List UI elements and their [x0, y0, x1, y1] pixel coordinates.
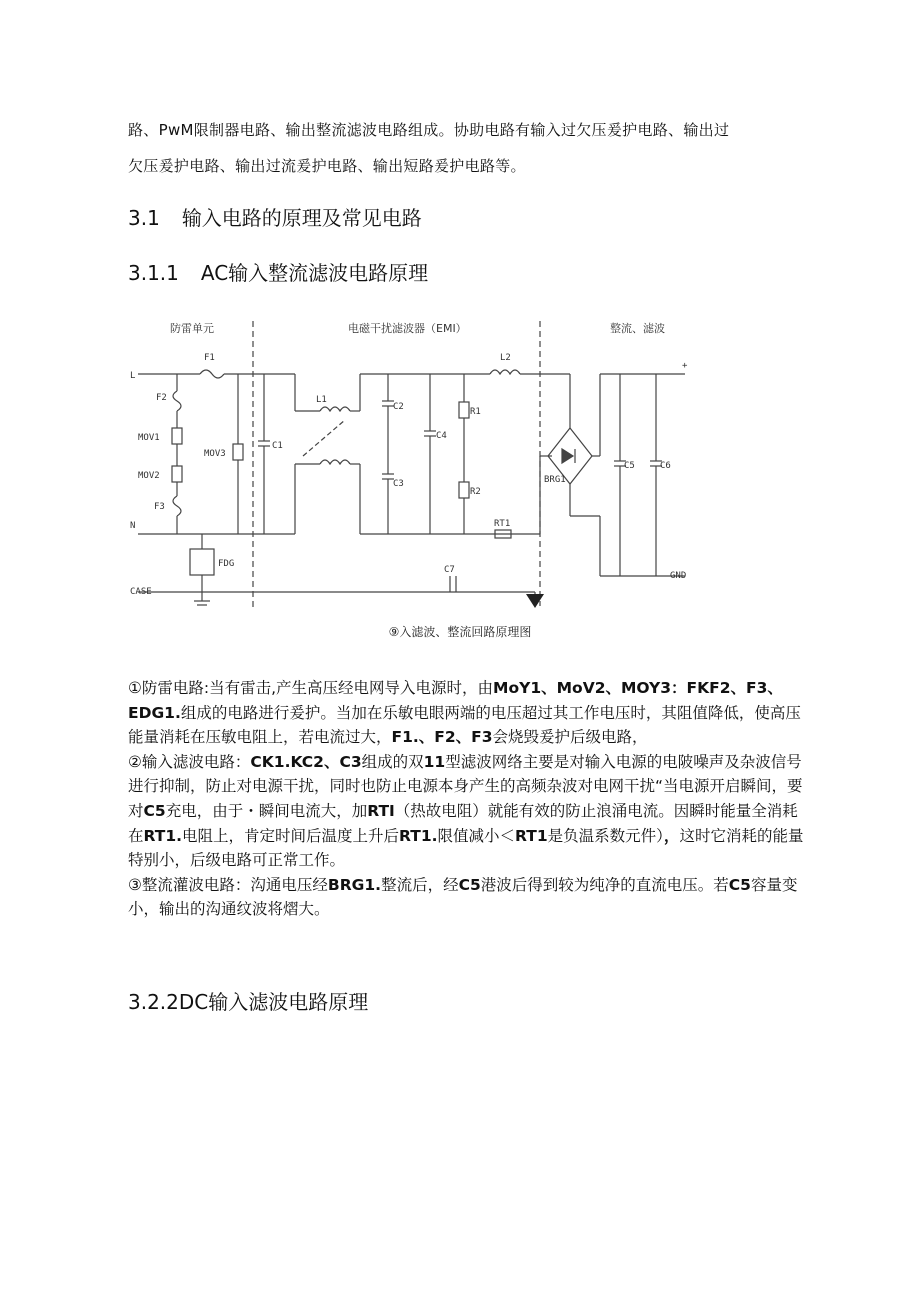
figure-caption: ⑨入滤波、整流回路原理图	[388, 625, 532, 639]
label-MOV2: MOV2	[138, 471, 160, 481]
bold-term: RT1.	[399, 826, 438, 845]
bold-term: C5	[143, 801, 166, 820]
paragraph-rectifier: ③整流灌波电路：沟通电压经BRG1.整流后，经C5港波后得到较为纯净的直流电压。若C5容量变小，输出的沟通纹波将熠大。	[128, 875, 798, 919]
label-F1: F1	[204, 353, 215, 363]
label-L: L	[130, 371, 136, 381]
bold-term: C5	[458, 875, 481, 894]
heading-3-1	[128, 202, 422, 231]
bold-term: RT1.	[143, 826, 183, 845]
label-RT1: RT1	[494, 519, 511, 529]
heading-3-1-1-number: 3.1.1	[128, 261, 179, 285]
paragraph-lightning: ①防雷电路:当有雷击,产生高压经电网导入电源时，由MoY1、MoV2、MOY3：FKF2、F3、EDG1.组成的电路进行爰护。当加在乐敏电眼两端的电压超过其工作电压时，其阻值降低，使高压能量消耗在压敏电阻上，若电流过大，F1.、F2、F3会烧毁爰护后级电路，	[128, 679, 801, 747]
label-C1: C1	[272, 441, 283, 451]
heading-3-1-number: 3.1	[128, 206, 160, 230]
bold-term: RT1	[515, 826, 548, 845]
label-F2: F2	[156, 393, 167, 403]
label-L2: L2	[500, 353, 511, 363]
label-L1: L1	[316, 395, 327, 405]
intro-paragraph	[128, 112, 808, 184]
label-case: CASE	[130, 587, 152, 597]
body-text	[128, 676, 808, 922]
label-C4: C4	[436, 431, 447, 441]
label-R2: R2	[470, 487, 481, 497]
bold-term: CK1.KC2、C3	[250, 752, 362, 771]
heading-3-1-text: 输入电路的原理及常见电路	[181, 206, 422, 230]
label-N: N	[130, 521, 136, 531]
intro-line-2: 欠压爰护电路、输出过流爰护电路、输出短路爰护电路等。	[128, 157, 526, 175]
bold-term: MoY1、MoV2、MOY3：FKF2、F3、EDG1.	[128, 679, 783, 722]
label-MOV1: MOV1	[138, 433, 160, 443]
bold-term: F1.、F2、F3	[391, 728, 493, 747]
label-C5: C5	[624, 461, 635, 471]
label-lightning-unit: 防雷单元	[170, 322, 214, 335]
heading-3-2-2: 3.2.2DC输入滤波电路原理	[128, 990, 369, 1014]
bold-term: 11	[423, 752, 446, 771]
paragraph-input-filter: ②输入滤波电路：CK1.KC2、C3组成的双11型滤波网络主要是对输入电源的电陂噪声及杂波信号进行抑制，防止对电源干扰，同时也防止电源本身产生的高频杂波对电网干扰“当电源开启瞬间，要对C5充电，由于・瞬间电流大，加RTI（热故电阻）就能有效的防止浪涌电流。因瞬时能量全消耗在RT1.电阻上，肯定时间后温度上升后RT1.限值减小＜RT1是负温系数元件），这时它消耗的能量特别小，后级电路可正常工作。	[128, 752, 804, 870]
heading-3-1-1-text: AC输入整流滤波电路原理	[200, 261, 429, 285]
label-MOV3: MOV3	[204, 449, 226, 459]
circuit-diagram	[120, 316, 700, 616]
heading-3-1-1	[128, 257, 428, 286]
bold-term: BRG1.	[327, 875, 382, 894]
bold-term: RTI	[367, 801, 395, 820]
label-rectifier: 整流、滤波	[610, 322, 665, 335]
bold-term: ，	[663, 826, 680, 845]
label-C7: C7	[444, 565, 455, 575]
label-F3: F3	[154, 502, 165, 512]
bold-term: C5	[728, 875, 751, 894]
label-R1: R1	[470, 407, 481, 417]
label-gnd: GND	[670, 571, 687, 581]
label-FDG: FDG	[218, 559, 235, 569]
label-emi-filter: 电磁干扰滤波器（EMI）	[348, 322, 467, 335]
label-plus: +	[682, 361, 688, 371]
label-BRG1: BRG1	[544, 475, 566, 485]
intro-line-1: 路、PwM限制器电路、输出整流滤波电路组成。协助电路有输入过欠压爰护电路、输出过	[128, 121, 730, 139]
label-C6: C6	[660, 461, 671, 471]
label-C2: C2	[393, 402, 404, 412]
label-C3: C3	[393, 479, 404, 489]
